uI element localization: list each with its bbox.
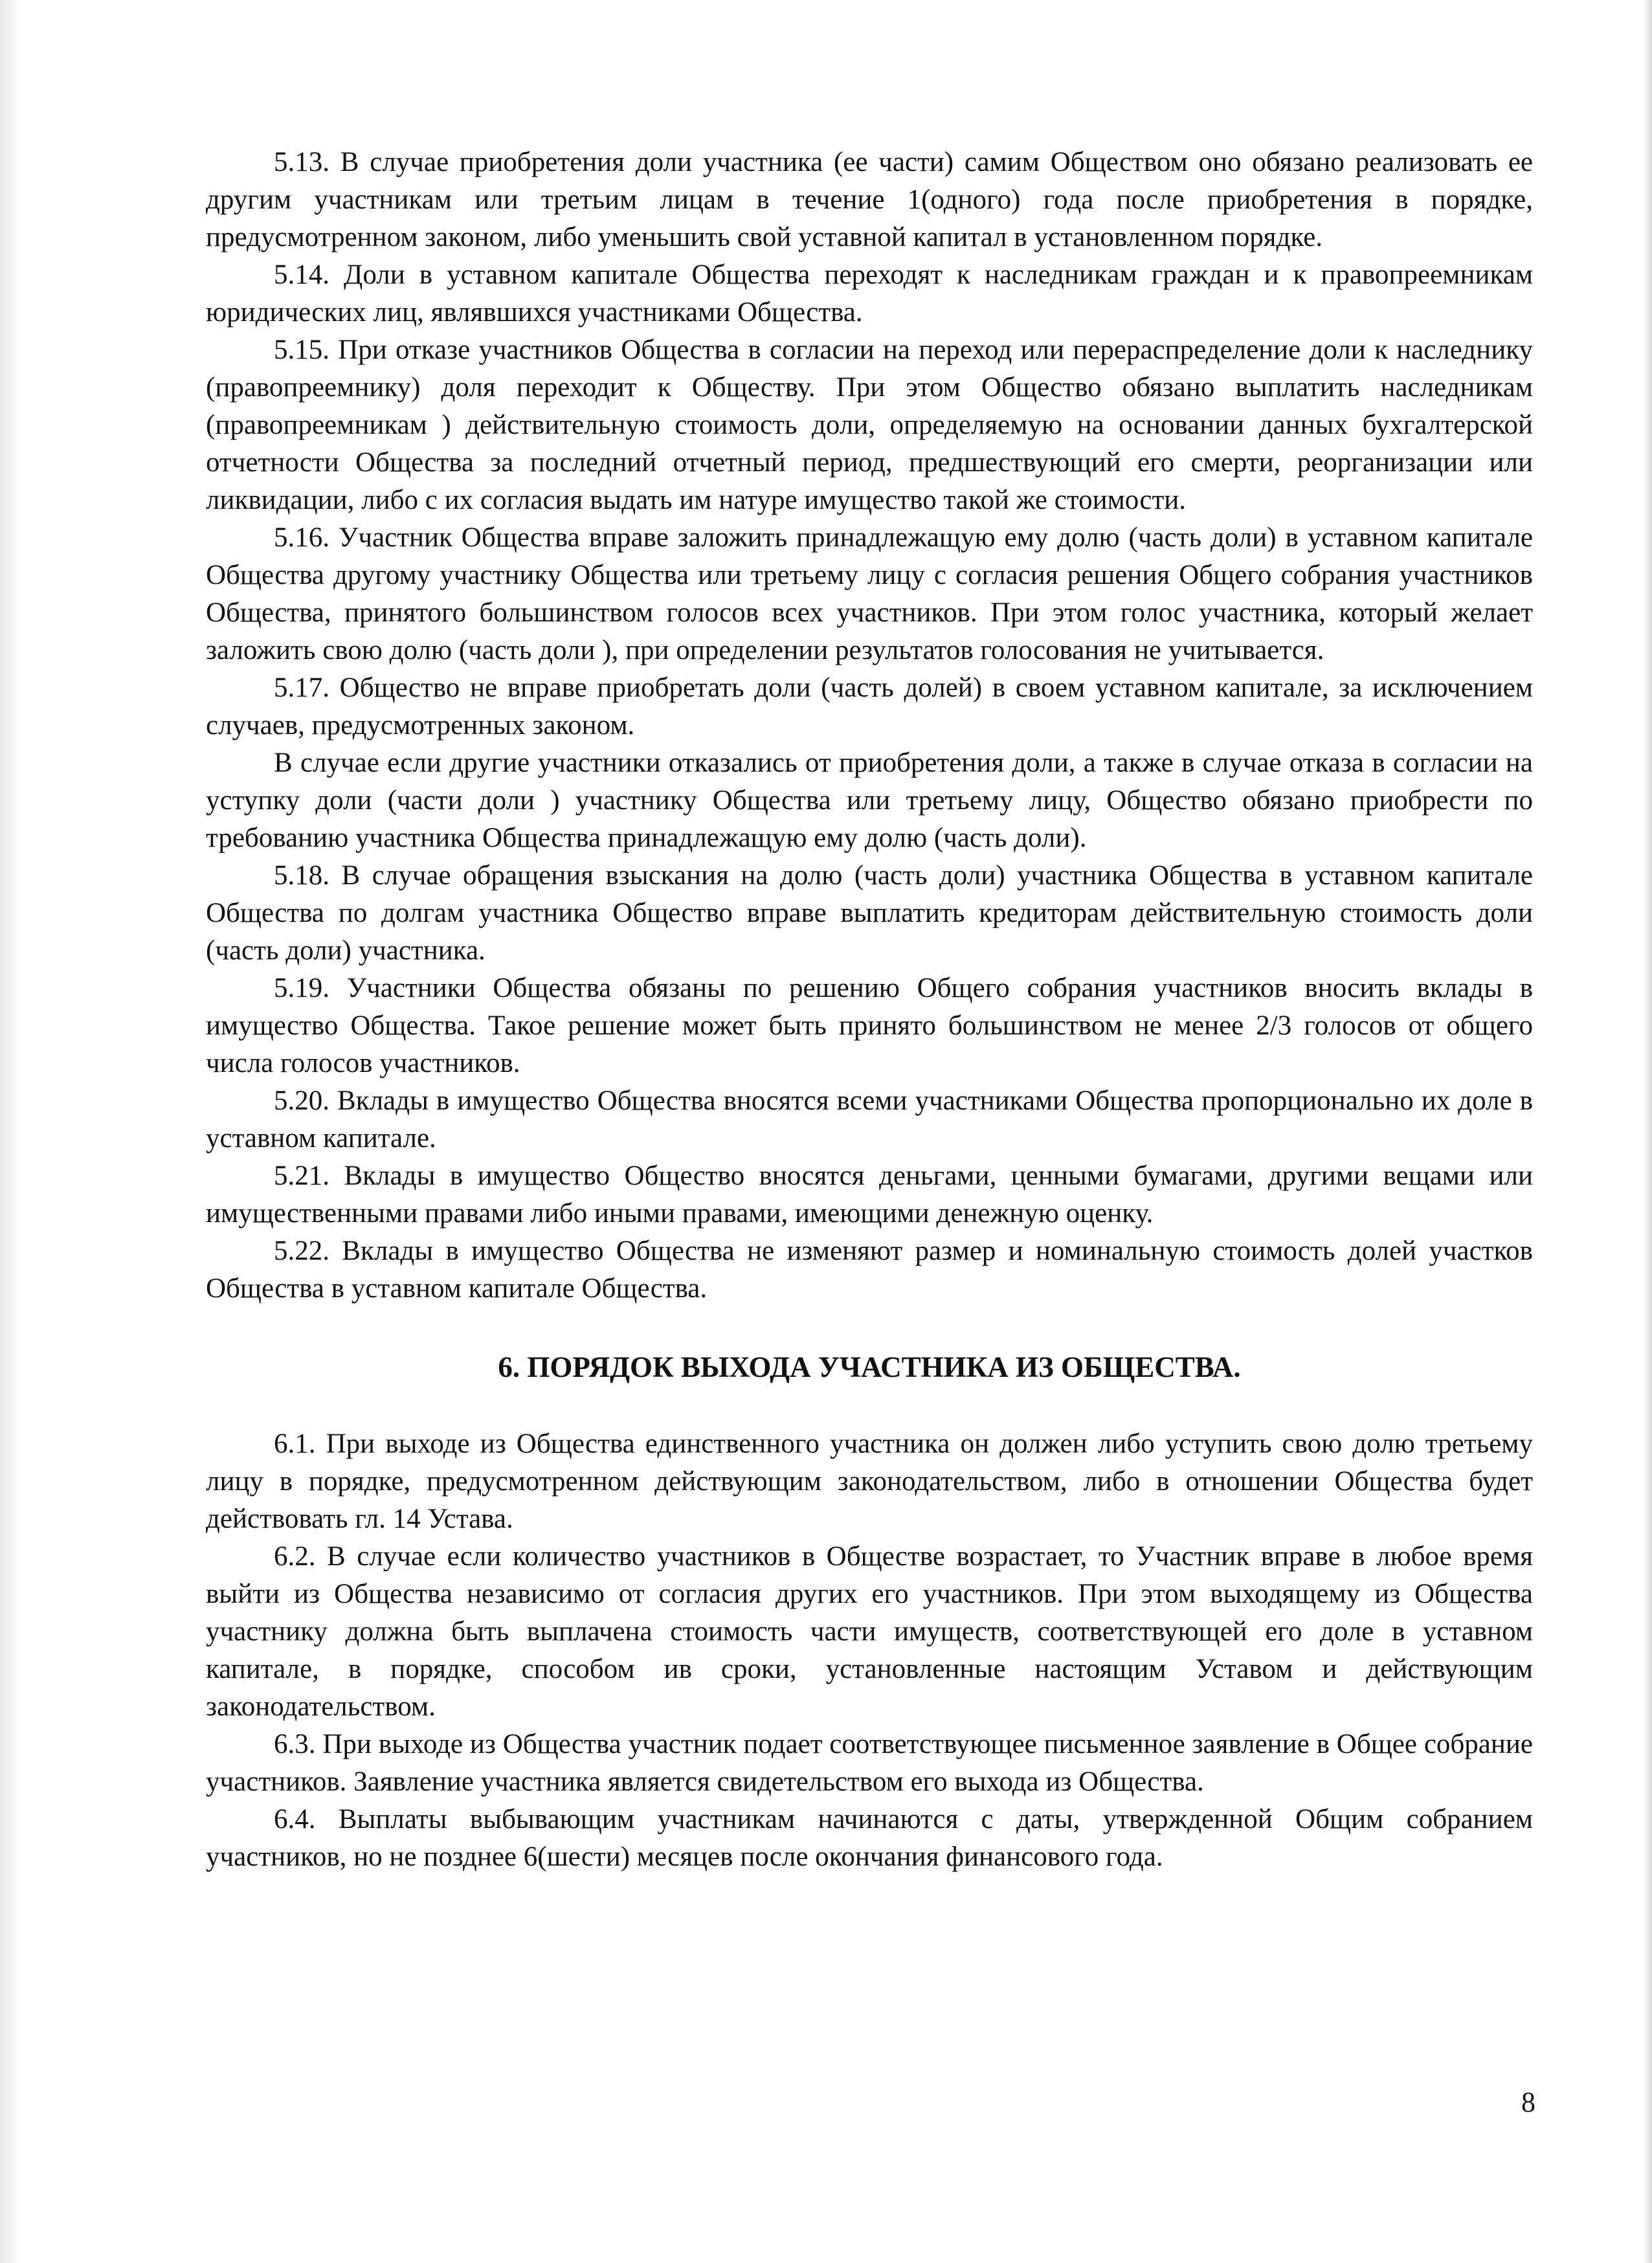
clause-5-21: 5.21. Вклады в имущество Общество вносятся деньгами, ценными бумагами, другими вещами или имущественными правами либо иными правами, имеющими денежную оценку. <box>206 1161 1533 1229</box>
clause-5-22: 5.22. Вклады в имущество Общества не изменяют размер и номинальную стоимость долей участков Общества в уставном капитале Общества. <box>206 1236 1533 1304</box>
clause-5-14: 5.14. Доли в уставном капитале Общества переходят к наследникам граждан и к правопреемникам юридических лиц, являвшихся участниками Общества. <box>206 260 1533 328</box>
scan-left-shadow <box>0 0 23 2263</box>
clause-6-1: 6.1. При выходе из Общества единственного участника он должен либо уступить свою долю третьему лицу в порядке, предусмотренном действующим законодательством, либо в отношении Общества будет действовать гл. 14 Устава. <box>206 1429 1533 1534</box>
clause-5-18: 5.18. В случае обращения взыскания на долю (часть доли) участника Общества в уставном капитале Общества по долгам участника Общество вправе выплатить кредиторам действительную стоимость доли (часть доли) участника. <box>206 860 1533 966</box>
document-body <box>206 144 1533 1876</box>
clause-5-20: 5.20. Вклады в имущество Общества вносятся всеми участниками Общества пропорционально их доле в уставном капитале. <box>206 1086 1533 1154</box>
clause-6-3: 6.3. При выходе из Общества участник подает соответствующее письменное заявление в Общее собрание участников. Заявление участника является свидетельством его выхода из Общества. <box>206 1729 1533 1797</box>
scan-right-edge <box>1643 0 1652 2263</box>
clause-6-2: 6.2. В случае если количество участников в Обществе возрастает, то Участник вправе в любое время выйти из Общества независимо от согласия других его участников. При этом выходящему из Общества участнику должна быть выплачена стоимость части имуществ, соответствующей его доле в уставном капитале, в порядке, способом ив сроки, установленные настоящим Уставом и действующим законодательством. <box>206 1541 1533 1722</box>
clause-5-19: 5.19. Участники Общества обязаны по решению Общего собрания участников вносить вклады в имущество Общества. Такое решение может быть принято большинством не менее 2/3 голосов от общего числа голосов участников. <box>206 973 1533 1078</box>
clause-6-4: 6.4. Выплаты выбывающим участникам начинаются с даты, утвержденной Общим собранием участников, но не позднее 6(шести) месяцев после окончания финансового года. <box>206 1804 1533 1872</box>
page-number: 8 <box>1521 2086 1535 2118</box>
clause-5-16: 5.16. Участник Общества вправе заложить принадлежащую ему долю (часть доли) в уставном капитале Общества другому участнику Общества или третьему лицу с согласия решения Общего собрания участников Общества, принятого большинством голосов всех участников. При этом голос участника, который желает заложить свою долю (часть доли ), при определении результатов голосования не учитывается. <box>206 522 1533 665</box>
clause-5-17: 5.17. Общество не вправе приобретать доли (часть долей) в своем уставном капитале, за исключением случаев, предусмотренных законом. <box>206 673 1533 741</box>
section-6-heading: 6. ПОРЯДОК ВЫХОДА УЧАСТНИКА ИЗ ОБЩЕСТВА. <box>498 1351 1241 1383</box>
clause-5-17-continuation: В случае если другие участники отказались от приобретения доли, а также в случае отказа в согласии на уступку доли (части доли ) участнику Общества или третьему лицу, Общество обязано приобрести по требованию участника Общества принадлежащую ему долю (часть доли). <box>206 748 1533 853</box>
clause-5-15: 5.15. При отказе участников Общества в согласии на переход или перераспределение доли к наследнику (правопреемнику) доля переходит к Обществу. При этом Общество обязано выплатить наследникам (правопреемникам ) действительную стоимость доли, определяемую на основании данных бухгалтерской отчетности Общества за последний отчетный период, предшествующий его смерти, реорганизации или ликвидации, либо с их согласия выдать им натуре имущество такой же стоимости. <box>206 335 1533 515</box>
clause-5-13: 5.13. В случае приобретения доли участника (ее части) самим Обществом оно обязано реализовать ее другим участникам или третьим лицам в течение 1(одного) года после приобретения в порядке, предусмотренном законом, либо уменьшить свой уставной капитал в установленном порядке. <box>206 147 1533 252</box>
